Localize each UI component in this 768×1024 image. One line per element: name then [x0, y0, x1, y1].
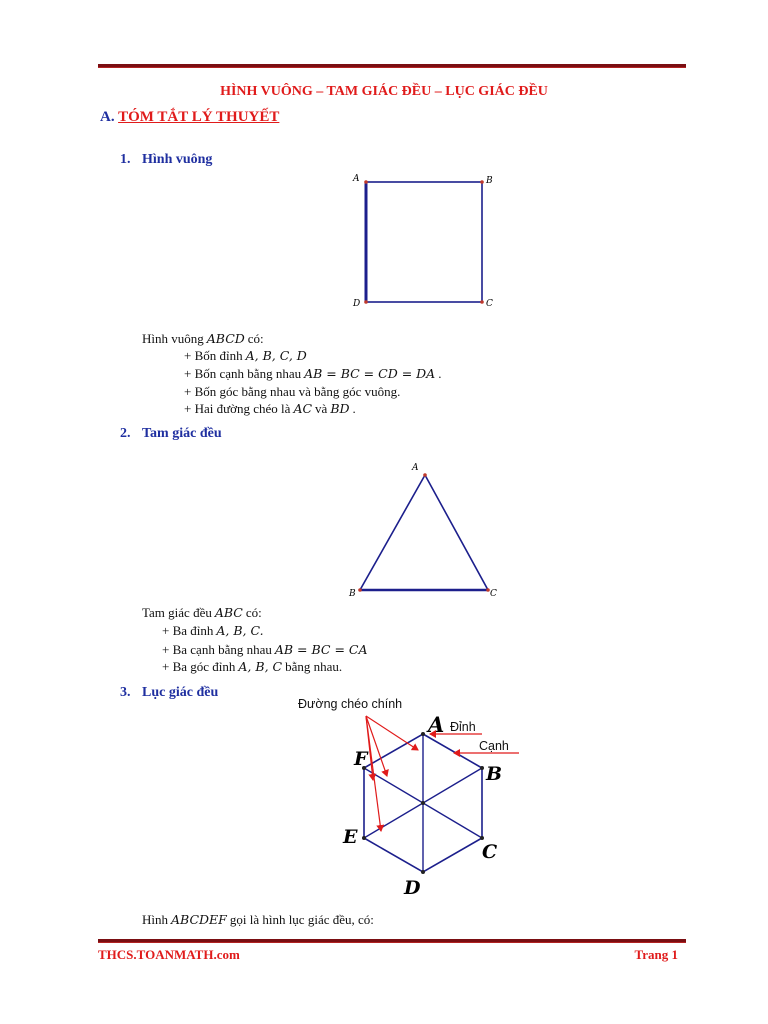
- diag-label: Đường chéo chính: [298, 697, 403, 711]
- triangle-figure: [340, 458, 510, 604]
- hexagon-label-e: E: [343, 826, 358, 848]
- triangle-point-b: [358, 588, 362, 592]
- hexagon-label-f: F: [354, 748, 368, 770]
- footer-rule: [98, 939, 686, 943]
- square-shape: [366, 182, 482, 302]
- triangle-label-c: C: [490, 589, 497, 599]
- square-property-2: [184, 365, 441, 383]
- square-p4-math-2: BD: [330, 401, 350, 416]
- hexagon-point-d: [421, 870, 425, 874]
- vertex-label: Đỉnh: [450, 720, 476, 734]
- hexagon-point-a: [421, 732, 425, 736]
- header-rule: [98, 64, 686, 68]
- square-label-b: B: [486, 176, 493, 186]
- triangle-intro-tail: có:: [245, 605, 262, 620]
- hexagon-heading: [120, 685, 218, 701]
- triangle-p1-math: A, B, C.: [216, 623, 264, 638]
- square-intro: [142, 330, 264, 348]
- edge-label: Cạnh: [479, 739, 509, 753]
- triangle-heading: [120, 426, 222, 442]
- square-intro-text: Hình vuông: [142, 331, 204, 346]
- hexagon-heading-number: 3.: [120, 685, 131, 700]
- triangle-p3-math: A, B, C: [238, 659, 283, 674]
- square-p1-text: + Bốn đỉnh: [184, 348, 243, 363]
- square-heading-label: Hình vuông: [142, 152, 213, 167]
- square-p2-math: AB = BC = CD = DA: [304, 366, 436, 381]
- square-heading-number: 1.: [120, 152, 131, 167]
- triangle-p2-text: + Ba cạnh bằng nhau: [162, 642, 272, 657]
- square-point-d: [364, 300, 368, 304]
- triangle-p3-tail: bằng nhau.: [285, 659, 343, 674]
- triangle-property-2: [162, 641, 371, 659]
- triangle-heading-number: 2.: [120, 426, 131, 441]
- square-intro-math: ABCD: [206, 331, 245, 346]
- page-title: HÌNH VUÔNG – TAM GIÁC ĐỀU – LỤC GIÁC ĐỀU: [220, 84, 548, 99]
- hexagon-figure: [290, 692, 550, 906]
- hexagon-point-b: [480, 766, 484, 770]
- square-p4-math-1: AC: [293, 401, 313, 416]
- square-label-d: D: [353, 299, 361, 309]
- square-label-a: A: [353, 174, 360, 184]
- triangle-intro-text: Tam giác đều: [142, 605, 212, 620]
- section-a-letter: A.: [100, 109, 115, 125]
- hexagon-caption-text: Hình: [142, 912, 168, 927]
- square-p4-text: + Hai đường chéo là: [184, 401, 291, 416]
- hexagon-caption-tail: gọi là hình lục giác đều, có:: [229, 912, 374, 927]
- section-a-heading: [100, 109, 279, 126]
- triangle-label-a: A: [412, 463, 419, 473]
- triangle-label-b: B: [349, 589, 356, 599]
- square-property-1: [184, 347, 310, 365]
- hexagon-caption: [142, 911, 374, 929]
- footer-page-number: Trang 1: [634, 947, 678, 962]
- footer-site: THCS.TOANMATH.com: [98, 947, 240, 962]
- diag-arrow-1: [366, 716, 418, 750]
- section-a-label: TÓM TẮT LÝ THUYẾT: [118, 109, 280, 125]
- triangle-p1-text: + Ba đỉnh: [162, 623, 214, 638]
- square-p2-tail: .: [438, 366, 442, 381]
- square-point-c: [480, 300, 484, 304]
- square-label-c: C: [486, 299, 493, 309]
- hexagon-center-point: [421, 801, 425, 805]
- triangle-heading-label: Tam giác đều: [142, 426, 222, 441]
- square-point-a: [364, 180, 368, 184]
- diag-arrow-4: [366, 716, 381, 831]
- triangle-p2-math: AB = BC = CA: [274, 642, 368, 657]
- hexagon-label-a: A: [428, 712, 445, 737]
- square-figure: [340, 168, 510, 310]
- hexagon-caption-math: ABCDEF: [171, 912, 227, 927]
- square-p1-math: A, B, C, D: [245, 348, 307, 363]
- triangle-p3-text: + Ba góc đỉnh: [162, 659, 236, 674]
- square-property-4: [184, 400, 356, 418]
- hexagon-point-e: [362, 836, 366, 840]
- triangle-shape: [360, 475, 488, 590]
- square-property-3: + Bốn góc bằng nhau và bằng góc vuông.: [184, 384, 401, 399]
- square-p2-text: + Bốn cạnh bằng nhau: [184, 366, 302, 381]
- square-point-b: [480, 180, 484, 184]
- hexagon-heading-label: Lục giác đều: [142, 685, 219, 700]
- triangle-property-3: [162, 658, 342, 676]
- triangle-intro: [142, 604, 262, 622]
- square-heading: [120, 152, 212, 168]
- triangle-intro-math: ABC: [214, 605, 243, 620]
- triangle-point-a: [423, 473, 427, 477]
- square-p4-tail: .: [352, 401, 356, 416]
- hexagon-label-b: B: [486, 763, 503, 785]
- hexagon-label-d: D: [404, 877, 421, 899]
- hexagon-label-c: C: [482, 841, 498, 863]
- square-intro-tail: có:: [247, 331, 264, 346]
- triangle-property-1: [162, 622, 267, 640]
- square-p4-and: và: [315, 401, 328, 416]
- hexagon-point-c: [480, 836, 484, 840]
